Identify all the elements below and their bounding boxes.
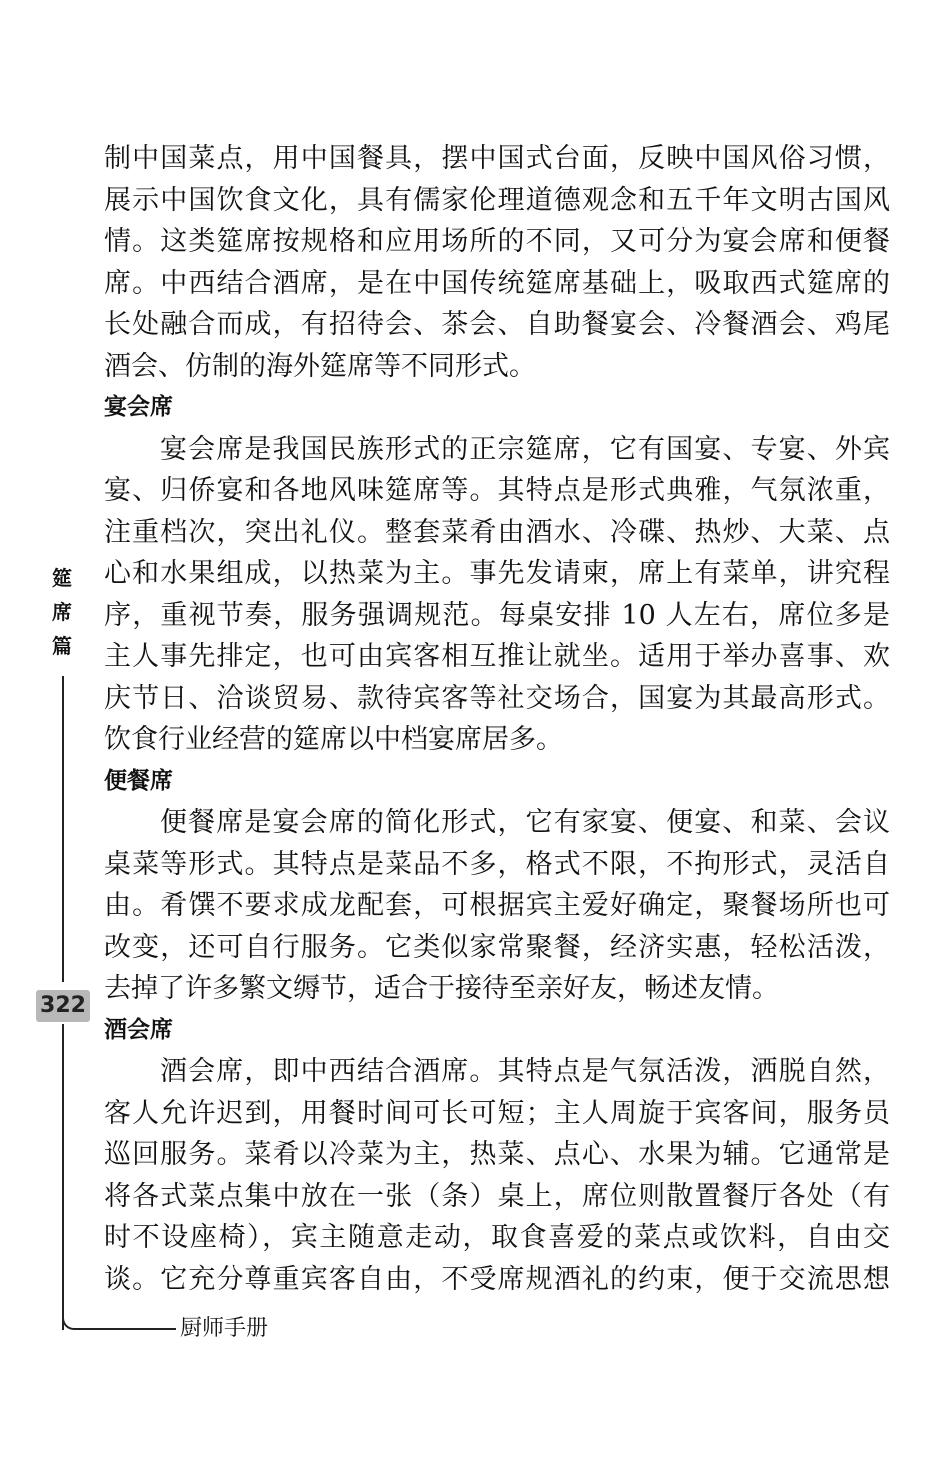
text-line: 情。这类筵席按规格和应用场所的不同，又可分为宴会席和便餐 [104, 226, 890, 257]
text-line: 时不设座椅），宾主随意走动，取食喜爱的菜点或饮料，自由交 [104, 1222, 890, 1253]
side-label-char: 筵 [52, 566, 72, 590]
section-heading-cocktail: 酒会席 [104, 1016, 173, 1043]
margin-rule-lower [62, 1024, 64, 1330]
text-line: 宴会席是我国民族形式的正宗筵席，它有国宴、专宴、外宾 [160, 433, 890, 465]
text-line: 桌菜等形式。其特点是菜品不多，格式不限，不拘形式，灵活自 [104, 848, 890, 880]
text-line: 席。中西结合酒席，是在中国传统筵席基础上，吸取西式筵席的 [104, 267, 890, 299]
cocktail-paragraph [104, 1051, 890, 1300]
text-line: 谈。它充分尊重宾客自由，不受席规酒礼的约束，便于交流思想 [104, 1263, 890, 1295]
side-label-char: 席 [52, 600, 72, 624]
text-line: 酒会、仿制的海外筵席等不同形式。 [104, 350, 536, 382]
text-line: 注重档次，突出礼仪。整套菜肴由酒水、冷碟、热炒、大菜、点 [104, 516, 890, 548]
text-line: 宴、归侨宴和各地风味筵席等。其特点是形式典雅，气氛浓重， [104, 475, 890, 506]
text-line: 心和水果组成，以热菜为主。事先发请柬，席上有菜单，讲究程 [104, 558, 890, 589]
margin-rule-corner [62, 1300, 76, 1330]
footer-rule [74, 1328, 176, 1330]
casual-meal-paragraph [104, 802, 890, 1010]
text-line: 将各式菜点集中放在一张（条）桌上，席位则散置餐厅各处（有 [104, 1180, 890, 1212]
text-line: 序，重视节奏，服务强调规范。每桌安排 10 人左右，席位多是 [104, 599, 890, 631]
text-line: 巡回服务。菜肴以冷菜为主，热菜、点心、水果为辅。它通常是 [104, 1139, 890, 1170]
text-line: 饮食行业经营的筵席以中档宴席居多。 [104, 724, 563, 755]
text-line: 改变，还可自行服务。它类似家常聚餐，经济实惠，轻松活泼， [104, 931, 890, 963]
side-label-char: 篇 [52, 634, 72, 658]
text-line: 客人允许迟到，用餐时间可长可短；主人周旋于宾客间，服务员 [104, 1097, 890, 1129]
text-line: 主人事先排定，也可由宾客相互推让就坐。适用于举办喜事、欢 [104, 641, 890, 672]
page-number: 322 [36, 990, 90, 1022]
text-line: 酒会席，即中西结合酒席。其特点是气氛活泼，洒脱自然， [160, 1056, 890, 1087]
banquet-paragraph [104, 429, 890, 761]
book-title-footer: 厨师手册 [180, 1316, 269, 1341]
text-line: 由。肴馔不要求成龙配套，可根据宾主爱好确定，聚餐场所也可 [104, 890, 890, 921]
chapter-side-label [48, 561, 76, 663]
section-heading-banquet: 宴会席 [104, 394, 173, 420]
section-heading-casual-meal: 便餐席 [104, 767, 173, 794]
margin-rule-upper [62, 676, 64, 982]
intro-paragraph [104, 138, 890, 387]
text-line: 展示中国饮食文化，具有儒家伦理道德观念和五千年文明古国风 [104, 184, 890, 216]
text-line: 制中国菜点，用中国餐具，摆中国式台面，反映中国风俗习惯， [104, 143, 890, 174]
text-line: 去掉了许多繁文缛节，适合于接待至亲好友，畅述友情。 [104, 973, 779, 1004]
text-line: 长处融合而成，有招待会、茶会、自助餐宴会、冷餐酒会、鸡尾 [104, 309, 890, 340]
text-line: 便餐席是宴会席的简化形式，它有家宴、便宴、和菜、会议 [160, 807, 890, 838]
page-body [104, 138, 890, 1300]
text-line: 庆节日、洽谈贸易、款待宾客等社交场合，国宴为其最高形式。 [104, 682, 890, 714]
